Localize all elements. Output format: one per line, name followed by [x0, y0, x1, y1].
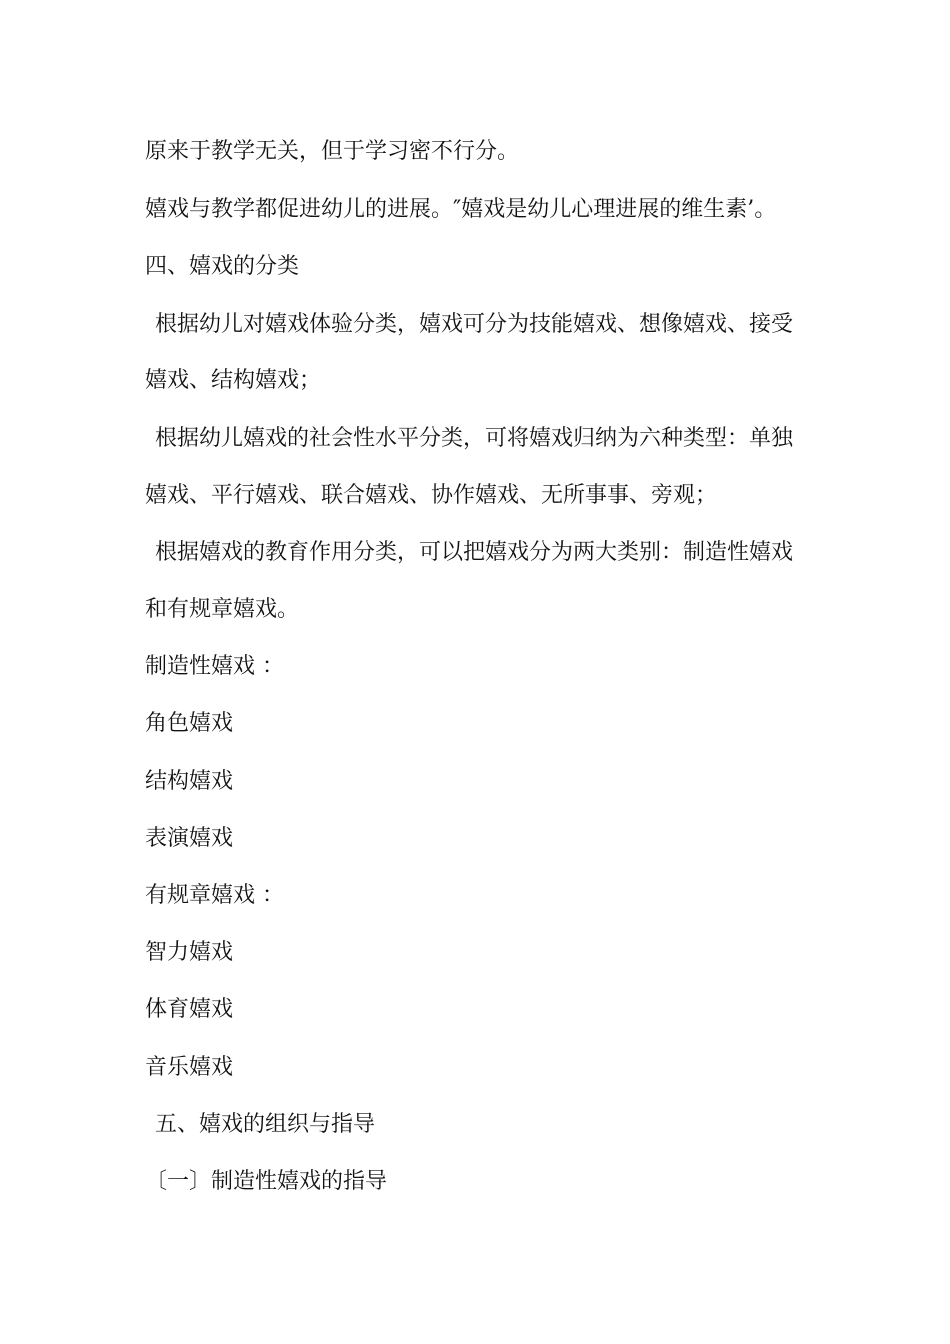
- subsection-heading: 〔一〕制造性嬉戏的指导: [145, 1169, 388, 1194]
- list-heading: 制造性嬉戏 ：: [145, 654, 284, 679]
- list-item: 结构嬉戏: [145, 769, 234, 794]
- text-line: 根据嬉戏的教育作用分类，可以把嬉戏分为两大类别：制造性嬉戏: [155, 540, 794, 565]
- section-heading: 五、嬉戏的组织与指导: [155, 1112, 376, 1137]
- section-heading: 四、嬉戏的分类: [145, 254, 300, 279]
- list-item: 智力嬉戏: [145, 940, 234, 965]
- text-line: 根据幼儿嬉戏的社会性水平分类，可将嬉戏归纳为六种类型：单独: [155, 426, 794, 451]
- list-item: 体育嬉戏: [145, 997, 234, 1022]
- text-line: 根据幼儿对嬉戏体验分类，嬉戏可分为技能嬉戏、想像嬉戏、接受: [155, 312, 794, 337]
- text-line: 嬉戏、结构嬉戏；: [145, 368, 322, 393]
- list-item: 音乐嬉戏: [145, 1055, 234, 1080]
- list-item: 表演嬉戏: [145, 826, 234, 851]
- list-item: 角色嬉戏: [145, 711, 234, 736]
- text-line: 和有规章嬉戏。: [145, 597, 300, 622]
- list-heading: 有规章嬉戏 ：: [145, 883, 284, 908]
- text-line: 原来于教学无关，但于学习密不行分。: [145, 139, 520, 164]
- text-line: 嬉戏、平行嬉戏、联合嬉戏、协作嬉戏、无所事事、旁观；: [145, 483, 718, 508]
- text-line: 嬉戏与教学都促进幼儿的进展。″嬉戏是幼儿心理进展的维生素’。: [145, 197, 777, 222]
